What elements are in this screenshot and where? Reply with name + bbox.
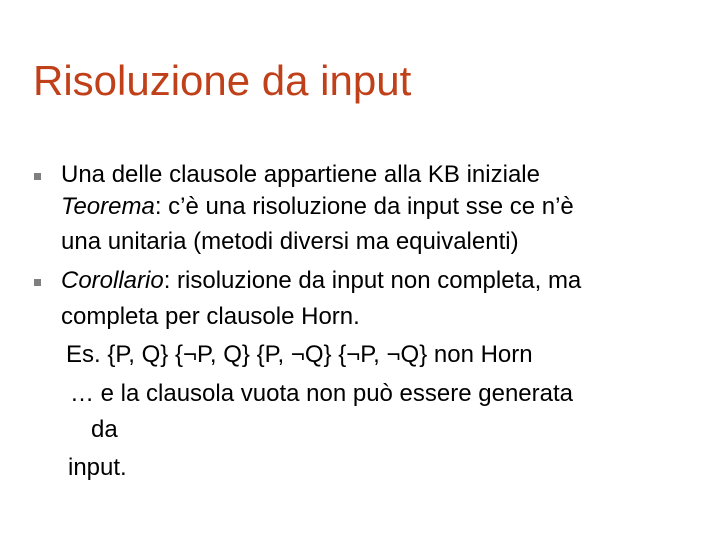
slide-title: Risoluzione da input <box>33 57 412 104</box>
example-line: Es. {P, Q} {¬P, Q} {P, ¬Q} {¬P, ¬Q} non Horn <box>66 341 533 368</box>
bullet1-line2-text: : c’è una risoluzione da input sse ce n’è <box>154 193 574 220</box>
corollary-term: Corollario <box>61 267 164 294</box>
continuation-line1: … e la clausola vuota non può essere generata <box>70 380 574 407</box>
continuation-line3: input. <box>68 454 127 481</box>
bullet-marker-1 <box>34 173 41 180</box>
bullet1-line1: Una delle clausole appartiene alla KB iniziale <box>61 161 540 188</box>
bullet1-line3: una unitaria (metodi diversi ma equivalenti) <box>61 228 519 255</box>
bullet2-line1 <box>61 267 581 296</box>
bullet2-line1-text: : risoluzione da input non completa, ma <box>163 267 582 294</box>
bullet1-line2 <box>61 193 574 222</box>
bullet2-line2: completa per clausole Horn. <box>61 303 360 330</box>
bullet-marker-2 <box>34 279 41 286</box>
theorem-term: Teorema <box>61 193 155 220</box>
continuation-line2: da <box>91 416 118 443</box>
